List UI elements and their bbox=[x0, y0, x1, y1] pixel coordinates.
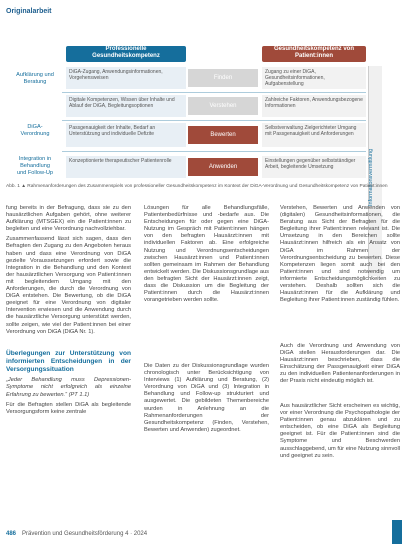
paragraph: Auch die Verordnung und Anwendung von DiGA stellen Herausforderungen dar. Die Hausärzt:innen beschrieben, dass die Einschätzung der Passgenauigkeit einer DiGA zu den individuellen Patientenanforderungen in der Praxis nicht eindeutig möglich ist. bbox=[280, 343, 400, 385]
cell-left-2: Digitale Kompetenzen, Wissen über Inhalte und Ablauf der DiGA, Begleitungsoptionen bbox=[66, 95, 186, 117]
stage-anwenden: Anwenden bbox=[188, 158, 258, 176]
page-footer bbox=[6, 528, 406, 540]
cell-left-1: DiGA-Zugang, Anwendungsinformationen, Vorgehensweisen bbox=[66, 67, 186, 89]
row-label-3: DiGA- Verordnung bbox=[20, 124, 50, 137]
cell-left-3: Passgenauigkeit der Inhalte, Bedarf an Unterstützung und individuelle Defizite bbox=[66, 123, 186, 147]
paragraph: Zusammenfassend lässt sich sagen, dass den Befragten den Zugang zu den Angeboten heraus haben und dass eine Verordnung von DiGA gezielte Voraussetzungen erfordert sowie die Integration in die Behandlung und den Kontext der hausärztlichen Versorgung von Patient:innen mit begleitendem Umgang mit den Anforderungen, die durch die Verordnung von DiGA entstehen. Die Bewertung, ob die DiGA geeignet für eine Verordnung von digitaler Intervention erwiesen und die Anwendung durch die hausärztliche Versorgung unterstützt werden, sollte zeigen, wie viel der Patient:innen bei einer Verordnung von DiGA (DiGA Nr. 1). bbox=[6, 236, 131, 335]
row-label-1: Aufklärung und Beratung bbox=[16, 72, 54, 85]
journal-info: Prävention und Gesundheitsförderung 4 · 2024 bbox=[22, 531, 148, 537]
cell-right-2: Zahlreiche Faktoren, Anwendungsbezogene Informationen bbox=[262, 95, 366, 117]
stage-finden: Finden bbox=[188, 69, 258, 87]
paragraph: Aus hausärztlicher Sicht erscheinen es wichtig, vor einer Verordnung die Psychopathologie der Patient:innen genau abzuklären und zu entscheiden, ob eine DiGA als Begleitung geeignet ist. Für die Patient:innen sind die Symptome und Beschwerden ausschlaggebend, um für eine Nutzung sinnvoll und geeignet zu sein. bbox=[280, 403, 400, 459]
row-divider bbox=[62, 92, 366, 93]
section-subheading: Überlegungen zur Unterstützung von informierten Entscheidungen in der Versorgungssituation bbox=[6, 350, 131, 374]
row-divider bbox=[62, 151, 366, 152]
row-divider bbox=[62, 120, 366, 121]
cell-right-1: Zugang zu einer DiGA, Gesundheitsinformationen, Aufgabenstellung bbox=[262, 67, 366, 89]
header-patient: Gesundheitskompetenz von Patient:innen bbox=[262, 46, 366, 62]
stage-verstehen: Verstehen bbox=[188, 97, 258, 115]
cell-right-3: Selbstverwaltung Zielgerichteter Umgang mit Passgenauigkeit und Anforderungen bbox=[262, 123, 366, 147]
row-label-4: Integration in Behandlung und Follow-Up bbox=[16, 156, 54, 176]
paragraph: Verstehen, Bewerten und Anwenden von (digitalen) Gesundheitsinformationen, die Beratung aus Sicht der Befragten für die Begleitung ihrer Patient:innen relevant ist. Die Umsetzung in den Bereichen sollte Hausärzt:innen hilfreich als ein Ansatz von DiGA im Rahmen der Verordnungsentscheidung zu bewerten. Diese Kompetenzen liegen somit auch bei den Patient:innen und sind notwendig um informierte Entscheidungsmöglichkeiten zu verstehen. Deshalb sollten sich die Hausärzt:innen für die Aufklärung und Begleitung ihrer Patient:innen zuständig fühlen. bbox=[280, 205, 400, 304]
stage-bewerten: Bewerten bbox=[188, 126, 258, 144]
paragraph: fung bereits in der Befragung, dass sie zu den hausärztlichen Aufgaben gehört, ohne weiterer Aufklärung (MTSGEX) ein die Patient:innen zu begleiten und eine Verordnung nachvollziehbar. bbox=[6, 205, 131, 233]
page-number: 486 bbox=[6, 531, 17, 537]
article-type-tag: Originalarbeit bbox=[6, 8, 52, 15]
margin-tab bbox=[392, 520, 402, 544]
quote: „Jeder Behandlung muss Depressionen-Symptome nicht erfolgreich als einzelne Erfahrung zu bewerten.“ (PT 1.1) bbox=[6, 377, 131, 398]
side-label: Informationsvermittlung bbox=[368, 148, 374, 206]
paragraph: Für die Befragten stellen DiGA als begleitende Versorgungsform keine zentrale bbox=[6, 401, 131, 415]
paragraph: Die Daten zu der Diskussionsgrundlage wurden chronologisch unter Berücksichtigung von Interviews (1) Aufklärung und Beratung, (2) Verordnung von DiGA und (3) Integration in Behandlung und Follow-up strukturiert und ausgewertet. Die gebildeten Themenbereiche wurden in Anlehnung an die Rahmenanforderungen der Gesundheitskompetenz (Finden, Verstehen, Bewerten und Anwenden) zugeordnet. bbox=[144, 363, 269, 433]
cell-right-4: Einstellungen gegenüber selbstständiger Arbeit, begleitende Umsetzung bbox=[262, 156, 366, 178]
paragraph: Lösungen für alle Behandlungsfälle, Patientenbedürfnisse und -bedarfe aus. Die Entscheidungen für oder gegen eine DiGA-Nutzung im Gespräch mit Patient:innen hängen von den befragten Hausärzt:innen mit individuellen Faktoren ab. Eine erfolgreiche Nutzung und Verordnungsentscheidungen zwischen Hausärzt:innen und Patient:innen sollten gemeinsam im Rahmen der Behandlung entwickelt werden. Die Diskussionsgrundlage aus den befragten Sicht der Hausärzt:innen zeigt, dass die Diskussion um die Begleitung der Patient:innen durch die Hausärzt:innen vorangetrieben werden sollte. bbox=[144, 205, 269, 304]
header-professional: Professionelle Gesundheitskompetenz bbox=[66, 46, 186, 62]
text-column-1 bbox=[6, 205, 131, 419]
figure-caption: Abb. 1 ▲ Rahmenanforderungen des Zusammenspiels von professioneller Gesundheitskompetenz im Kontext der DiGA-Verordnung und Gesundheitskompetenz von Patient:innen bbox=[6, 184, 388, 189]
cell-left-4: Konzeptionierte therapeutischer Patientenrolle bbox=[66, 156, 186, 178]
text-column-3 bbox=[280, 205, 400, 506]
text-column-2 bbox=[144, 205, 269, 514]
